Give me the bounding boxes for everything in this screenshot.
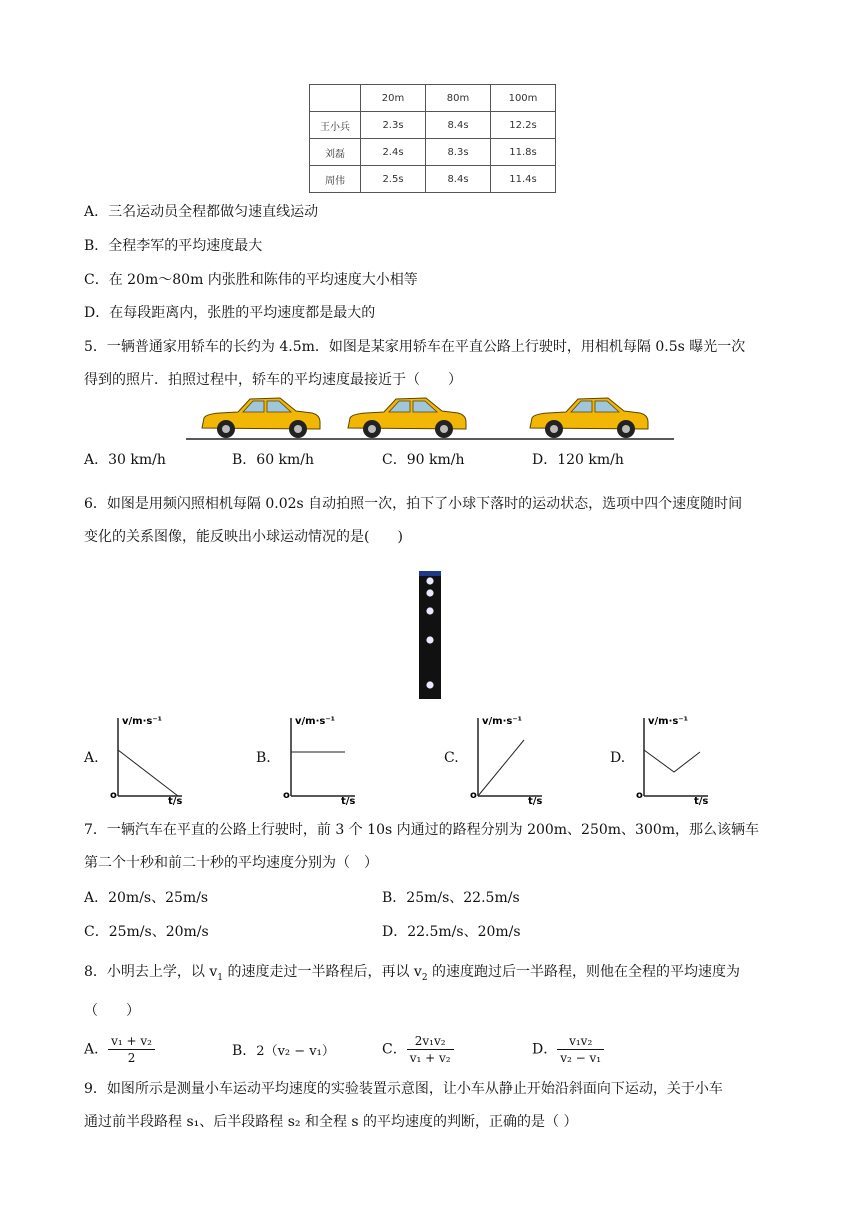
table-header-cell: 100m — [491, 85, 556, 112]
denominator: v₂ − v₁ — [560, 1051, 602, 1065]
q7-text-line1: 7．一辆汽车在平直的公路上行驶时，前 3 个 10s 内通过的路程分别为 200m、250m、300m，那么该辆车 — [84, 822, 760, 838]
q8-text-part: 8．小明去上学，以 v — [84, 964, 218, 980]
q6-option-a: A. — [84, 750, 99, 766]
option-label: C． — [382, 1041, 407, 1058]
vt-graph-d — [634, 710, 716, 806]
q6-option-b: B. — [256, 750, 271, 766]
table-cell: 2.5s — [361, 166, 426, 193]
car-image — [348, 398, 466, 438]
q4-option-b: B．全程李军的平均速度最大 — [84, 238, 263, 254]
q5-option-a: A．30 km/h — [84, 452, 166, 468]
table-header-cell: 80m — [426, 85, 491, 112]
numerator: v₁v₂ — [557, 1033, 604, 1050]
q8-text-line2: （ ） — [84, 1003, 140, 1019]
vt-graph-a — [108, 710, 190, 806]
vt-graph-b — [281, 710, 363, 806]
q7-option-a: A．20m/s、25m/s — [84, 890, 209, 906]
numerator: v₁ + v₂ — [108, 1033, 155, 1050]
table-cell: 8.4s — [426, 166, 491, 193]
q5-option-c: C．90 km/h — [382, 452, 465, 468]
table-cell: 11.8s — [491, 139, 556, 166]
table-header-cell: 20m — [361, 85, 426, 112]
q7-text-line2: 第二个十秒和前二十秒的平均速度分别为（ ） — [84, 855, 378, 871]
table-cell: 12.2s — [491, 112, 556, 139]
q9-text-line2: 通过前半段路程 s₁、后半段路程 s₂ 和全程 s 的平均速度的判断，正确的是（ ） — [84, 1114, 578, 1130]
numerator: 2v₁v₂ — [407, 1033, 454, 1050]
table-cell: 刘磊 — [310, 139, 361, 166]
table-cell: 2.4s — [361, 139, 426, 166]
vt-xlabel: t/s — [341, 796, 356, 806]
q8-text-part: 的速度走过一半路程后，再以 v — [223, 964, 422, 980]
strobe-photo — [419, 571, 441, 699]
car-image — [530, 398, 648, 438]
vt-origin: o — [283, 790, 290, 801]
q5-option-b: B．60 km/h — [232, 452, 315, 468]
vt-xlabel: t/s — [694, 796, 709, 806]
q6-option-c: C. — [444, 750, 459, 766]
q5-text-line2: 得到的照片．拍照过程中，轿车的平均速度最接近于（ ） — [84, 372, 462, 388]
vt-ylabel: v/m·s⁻¹ — [295, 716, 335, 727]
table-cell: 王小兵 — [310, 112, 361, 139]
vt-xlabel: t/s — [528, 796, 543, 806]
vt-graph-c — [468, 710, 550, 806]
table-cell: 2.3s — [361, 112, 426, 139]
q4-option-a: A．三名运动员全程都做匀速直线运动 — [84, 204, 319, 220]
q8-option-a — [84, 1033, 155, 1066]
denominator: 2 — [127, 1051, 136, 1065]
q8-option-c — [382, 1033, 454, 1066]
q6-text-line2: 变化的关系图像，能反映出小球运动情况的是( ) — [84, 529, 403, 545]
q5-option-d: D．120 km/h — [532, 452, 624, 468]
q7-option-c: C．25m/s、20m/s — [84, 924, 209, 940]
fraction — [108, 1033, 155, 1066]
table-row — [310, 112, 556, 139]
vt-origin: o — [110, 790, 117, 801]
option-label: A． — [84, 1041, 109, 1058]
table-cell: 8.4s — [426, 112, 491, 139]
q4-option-d: D．在每段距离内，张胜的平均速度都是最大的 — [84, 305, 376, 321]
table-row — [310, 139, 556, 166]
q5-text-line1: 5．一辆普通家用轿车的长约为 4.5m．如图是某家用轿车在平直公路上行驶时，用相机每隔 0.5s 曝光一次 — [84, 339, 746, 355]
table-header-cell — [310, 85, 361, 112]
fraction — [407, 1033, 454, 1066]
vt-origin: o — [636, 790, 643, 801]
car-image — [202, 398, 320, 438]
q9-text-line1: 9．如图所示是测量小车运动平均速度的实验装置示意图，让小车从静止开始沿斜面向下运动，关于小车 — [84, 1081, 723, 1097]
fraction — [557, 1033, 604, 1066]
vt-origin: o — [470, 790, 477, 801]
q4-option-c: C．在 20m～80m 内张胜和陈伟的平均速度大小相等 — [84, 272, 418, 288]
q8-option-b — [232, 1041, 335, 1062]
option-label: B． — [232, 1043, 257, 1059]
q7-option-d: D．22.5m/s、20m/s — [382, 924, 521, 940]
table-cell: 11.4s — [491, 166, 556, 193]
option-label: D． — [532, 1041, 558, 1058]
table-cell: 周伟 — [310, 166, 361, 193]
vt-ylabel: v/m·s⁻¹ — [648, 716, 688, 727]
table-cell: 8.3s — [426, 139, 491, 166]
vt-ylabel: v/m·s⁻¹ — [122, 716, 162, 727]
subscript: 1 — [217, 972, 224, 983]
q8-text-line1 — [84, 962, 740, 988]
q8-text-part: 的速度跑过后一半路程，则他在全程的平均速度为 — [427, 964, 741, 980]
q8-option-d — [532, 1033, 604, 1066]
table-row — [310, 166, 556, 193]
q7-option-b: B．25m/s、22.5m/s — [382, 890, 520, 906]
results-table — [309, 84, 556, 193]
denominator: v₁ + v₂ — [409, 1051, 451, 1065]
table-header-row — [310, 85, 556, 112]
q6-text-line1: 6．如图是用频闪照相机每隔 0.02s 自动拍照一次，拍下了小球下落时的运动状态，选项中四个速度随时间 — [84, 496, 743, 512]
q6-option-d: D. — [610, 750, 626, 766]
vt-ylabel: v/m·s⁻¹ — [482, 716, 522, 727]
vt-xlabel: t/s — [168, 796, 183, 806]
expression: 2（v₂ − v₁） — [256, 1044, 335, 1059]
subscript: 2 — [421, 972, 428, 983]
car-photo-figure — [180, 388, 680, 448]
